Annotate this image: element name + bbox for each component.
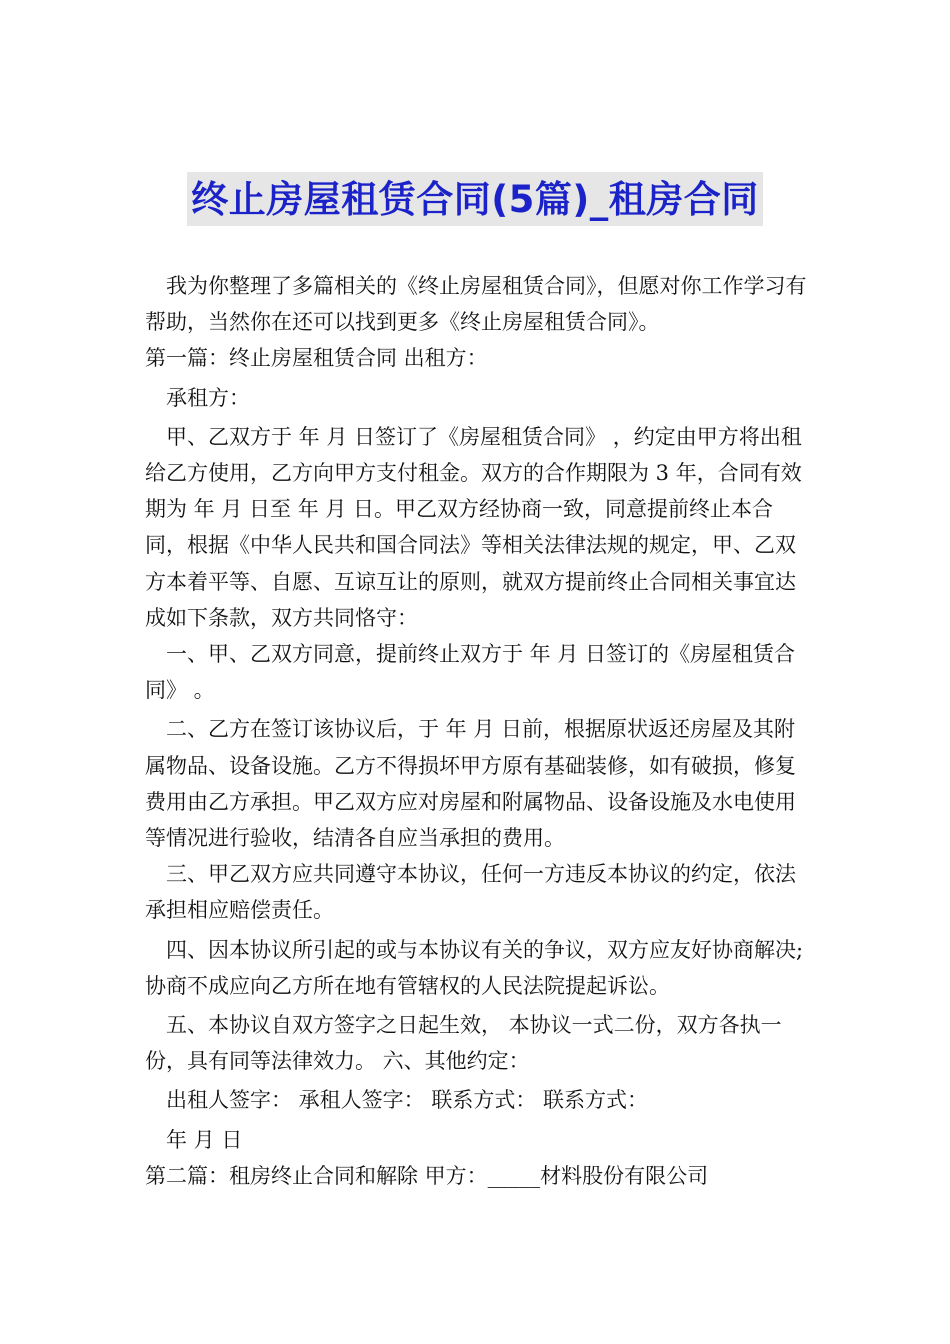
document-body	[145, 268, 811, 1194]
title-container	[0, 172, 950, 226]
intro-paragraph: 我为你整理了多篇相关的《终止房屋租赁合同》，但愿对你工作学习有帮助，当然你在还可以找到更多《终止房屋租赁合同》。	[145, 274, 807, 335]
clause-two: 二、乙方在签订该协议后，于 年 月 日前，根据原状返还房屋及其附属物品、设备设施。乙方不得损坏甲方原有基础装修，如有破损，修复费用由乙方承担。甲乙双方应对房屋和附属物品、设备设施及水电使用等情况进行验收，结清各自应当承担的费用。	[145, 717, 796, 851]
document-title: 终止房屋租赁合同(5篇)_租房合同	[187, 172, 763, 226]
signature-line: 出租人签字： 承租人签字： 联系方式： 联系方式：	[166, 1088, 649, 1113]
date-line: 年 月 日	[166, 1127, 243, 1152]
clause-three: 三、甲乙双方应共同遵守本协议，任何一方违反本协议的约定，依法承担相应赔偿责任。	[145, 862, 796, 923]
tenant-label: 承租方：	[166, 385, 250, 410]
clause-five: 五、本协议自双方签字之日起生效， 本协议一式二份，双方各执一份，具有同等法律效力。 六、其他约定：	[145, 1013, 782, 1074]
section-two-heading: 第二篇：租房终止合同和解除 甲方：_____材料股份有限公司	[145, 1163, 709, 1188]
section-one-heading: 第一篇：终止房屋租赁合同 出租方：	[145, 346, 488, 371]
clause-four: 四、因本协议所引起的或与本协议有关的争议，双方应友好协商解决;协商不成应向乙方所在地有管辖权的人民法院提起诉讼。	[145, 937, 804, 998]
contract-preamble: 甲、乙双方于 年 月 日签订了《房屋租赁合同》 ，约定由甲方将出租给乙方使用，乙方向甲方支付租金。双方的合作期限为 3 年，合同有效期为 年 月 日至 年 月 日。甲乙双方经协商一致，同意提前终止本合同，根据《中华人民共和国合同法》等相关法律法规的规定，甲、乙双方本着平等、自愿、互谅互让的原则，就双方提前终止合同相关事宜达成如下条款，双方共同恪守：	[145, 424, 802, 630]
clause-one: 一、甲、乙双方同意，提前终止双方于 年 月 日签订的《房屋租赁合同》 。	[145, 642, 796, 703]
